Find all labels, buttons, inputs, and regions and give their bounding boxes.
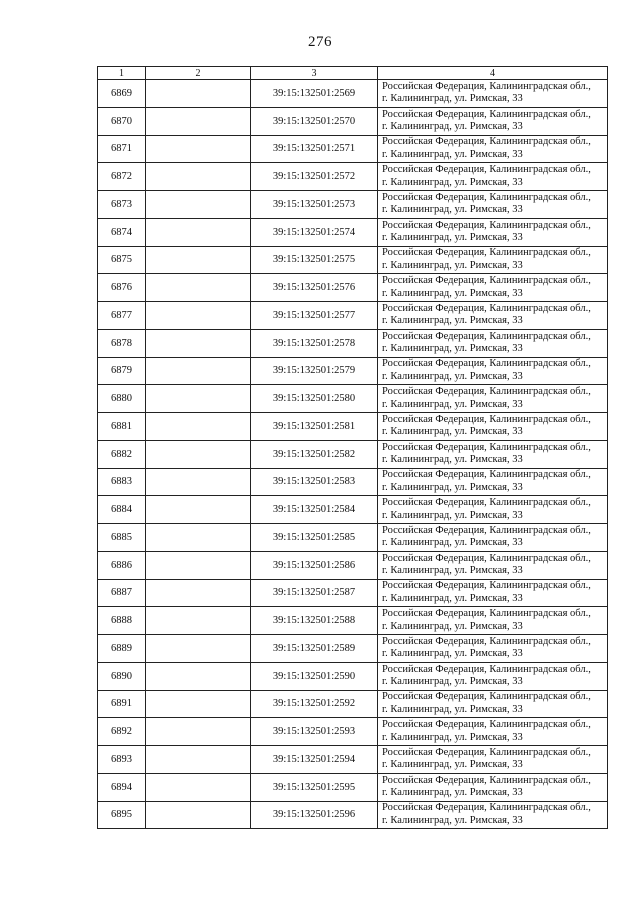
table-row [98,496,608,524]
row-col-2 [146,107,251,135]
table-row [98,329,608,357]
table-row [98,579,608,607]
address-line-1: Российская Федерация, Калининградская обл., [382,302,591,314]
row-number: 6890 [98,662,146,690]
row-col-2 [146,302,251,330]
table-row [98,274,608,302]
address-cell [378,302,608,330]
address-cell [378,690,608,718]
cadastral-number: 39:15:132501:2576 [251,274,378,302]
address-line-2: г. Калининград, ул. Римская, 33 [382,398,523,410]
address-cell [378,357,608,385]
table-row [98,385,608,413]
address-line-2: г. Калининград, ул. Римская, 33 [382,620,523,632]
address-line-1: Российская Федерация, Калининградская обл., [382,719,591,731]
address-cell [378,773,608,801]
row-col-2 [146,746,251,774]
cadastral-number: 39:15:132501:2586 [251,551,378,579]
header-col-4: 4 [378,67,608,80]
row-col-2 [146,468,251,496]
address-line-1: Российская Федерация, Калининградская обл., [382,691,591,703]
table-row [98,302,608,330]
address-line-2: г. Калининград, ул. Римская, 33 [382,537,523,549]
address-line-1: Российская Федерация, Калининградская обл., [382,746,591,758]
row-number: 6886 [98,551,146,579]
table-row [98,662,608,690]
cadastral-number: 39:15:132501:2575 [251,246,378,274]
row-col-2 [146,551,251,579]
address-line-2: г. Калининград, ул. Римская, 33 [382,814,523,826]
cadastral-number: 39:15:132501:2587 [251,579,378,607]
row-number: 6879 [98,357,146,385]
row-col-2 [146,524,251,552]
row-number: 6881 [98,413,146,441]
row-number: 6880 [98,385,146,413]
table-row [98,191,608,219]
cadastral-number: 39:15:132501:2583 [251,468,378,496]
address-line-2: г. Калининград, ул. Римская, 33 [382,121,523,133]
address-cell [378,524,608,552]
address-cell [378,496,608,524]
address-cell [378,635,608,663]
address-line-1: Российская Федерация, Калининградская обл., [382,580,591,592]
row-col-2 [146,801,251,829]
cadastral-number: 39:15:132501:2584 [251,496,378,524]
address-cell [378,218,608,246]
address-line-1: Российская Федерация, Калининградская обл., [382,275,591,287]
cadastral-number: 39:15:132501:2579 [251,357,378,385]
row-col-2 [146,385,251,413]
row-col-2 [146,274,251,302]
address-cell [378,662,608,690]
cadastral-number: 39:15:132501:2582 [251,440,378,468]
address-line-1: Российская Федерация, Калининградская обл., [382,247,591,259]
address-cell [378,191,608,219]
header-col-3: 3 [251,67,378,80]
row-col-2 [146,773,251,801]
address-cell [378,468,608,496]
address-line-1: Российская Федерация, Калининградская обл., [382,774,591,786]
header-col-2: 2 [146,67,251,80]
address-line-2: г. Калининград, ул. Римская, 33 [382,481,523,493]
cadastral-number: 39:15:132501:2592 [251,690,378,718]
table-header [98,67,608,80]
address-cell [378,246,608,274]
table-row [98,551,608,579]
row-col-2 [146,718,251,746]
row-col-2 [146,662,251,690]
table-row [98,801,608,829]
table-row [98,163,608,191]
address-line-2: г. Калининград, ул. Римская, 33 [382,232,523,244]
row-number: 6882 [98,440,146,468]
row-col-2 [146,413,251,441]
cadastral-number: 39:15:132501:2585 [251,524,378,552]
table-row [98,524,608,552]
address-line-1: Российская Федерация, Калининградская обл., [382,191,591,203]
table-row [98,607,608,635]
address-line-2: г. Калининград, ул. Римская, 33 [382,259,523,271]
table-row [98,690,608,718]
row-col-2 [146,635,251,663]
row-col-2 [146,218,251,246]
address-line-2: г. Калининград, ул. Римская, 33 [382,509,523,521]
row-number: 6883 [98,468,146,496]
cadastral-number: 39:15:132501:2594 [251,746,378,774]
address-line-2: г. Калининград, ул. Римская, 33 [382,565,523,577]
address-cell [378,107,608,135]
row-number: 6875 [98,246,146,274]
address-line-2: г. Калининград, ул. Римская, 33 [382,787,523,799]
address-line-1: Российская Федерация, Калининградская обл., [382,552,591,564]
address-line-1: Российская Федерация, Калининградская обл., [382,164,591,176]
row-number: 6872 [98,163,146,191]
address-line-1: Российская Федерация, Калининградская обл., [382,108,591,120]
address-cell [378,801,608,829]
table-row [98,218,608,246]
address-cell [378,607,608,635]
address-line-1: Российская Федерация, Калининградская обл., [382,219,591,231]
row-col-2 [146,80,251,108]
address-line-1: Российская Федерация, Калининградская обл., [382,80,591,92]
address-cell [378,579,608,607]
row-col-2 [146,496,251,524]
table-row [98,135,608,163]
row-col-2 [146,246,251,274]
address-line-1: Российская Федерация, Калининградская обл., [382,330,591,342]
header-col-1: 1 [98,67,146,80]
table-row [98,635,608,663]
cadastral-number: 39:15:132501:2581 [251,413,378,441]
address-cell [378,80,608,108]
address-line-1: Российская Федерация, Калининградская обл., [382,413,591,425]
table-row [98,746,608,774]
cadastral-number: 39:15:132501:2580 [251,385,378,413]
table-body [98,80,608,829]
row-number: 6878 [98,329,146,357]
table-row [98,80,608,108]
cadastral-number: 39:15:132501:2569 [251,80,378,108]
row-number: 6893 [98,746,146,774]
row-col-2 [146,163,251,191]
address-line-2: г. Калининград, ул. Римская, 33 [382,315,523,327]
row-number: 6885 [98,524,146,552]
row-number: 6892 [98,718,146,746]
row-col-2 [146,579,251,607]
cadastral-number: 39:15:132501:2572 [251,163,378,191]
address-cell [378,413,608,441]
address-line-1: Российская Федерация, Калининградская обл., [382,441,591,453]
row-number: 6871 [98,135,146,163]
address-line-2: г. Калининград, ул. Римская, 33 [382,759,523,771]
row-col-2 [146,690,251,718]
row-col-2 [146,329,251,357]
address-line-2: г. Калининград, ул. Римская, 33 [382,343,523,355]
row-number: 6869 [98,80,146,108]
address-line-2: г. Калининград, ул. Римская, 33 [382,676,523,688]
table-row [98,413,608,441]
row-col-2 [146,607,251,635]
address-line-2: г. Калининград, ул. Римская, 33 [382,454,523,466]
address-cell [378,440,608,468]
address-line-1: Российская Федерация, Калининградская обл., [382,608,591,620]
address-line-1: Российская Федерация, Калининградская обл., [382,663,591,675]
address-cell [378,746,608,774]
address-line-2: г. Калининград, ул. Римская, 33 [382,370,523,382]
table-row [98,773,608,801]
row-number: 6895 [98,801,146,829]
table-row [98,357,608,385]
page-number: 276 [308,34,332,50]
address-line-2: г. Калининград, ул. Римская, 33 [382,148,523,160]
row-number: 6887 [98,579,146,607]
cadastral-number: 39:15:132501:2588 [251,607,378,635]
cadastral-number: 39:15:132501:2577 [251,302,378,330]
address-line-2: г. Калининград, ул. Римская, 33 [382,176,523,188]
address-line-1: Российская Федерация, Калининградская обл., [382,524,591,536]
row-number: 6877 [98,302,146,330]
row-number: 6874 [98,218,146,246]
row-number: 6876 [98,274,146,302]
row-number: 6888 [98,607,146,635]
table-row [98,440,608,468]
registry-table [97,66,608,829]
address-line-2: г. Калининград, ул. Римская, 33 [382,703,523,715]
table-row [98,246,608,274]
table-row [98,107,608,135]
header-row [98,67,608,80]
cadastral-number: 39:15:132501:2589 [251,635,378,663]
address-cell [378,163,608,191]
row-number: 6870 [98,107,146,135]
address-line-2: г. Калининград, ул. Римская, 33 [382,592,523,604]
address-line-1: Российская Федерация, Калининградская обл., [382,358,591,370]
address-cell [378,551,608,579]
row-number: 6889 [98,635,146,663]
address-line-2: г. Калининград, ул. Римская, 33 [382,731,523,743]
address-line-1: Российская Федерация, Калининградская обл., [382,386,591,398]
cadastral-number: 39:15:132501:2570 [251,107,378,135]
address-cell [378,385,608,413]
cadastral-number: 39:15:132501:2578 [251,329,378,357]
address-line-2: г. Калининград, ул. Римская, 33 [382,93,523,105]
address-line-2: г. Калининград, ул. Римская, 33 [382,426,523,438]
row-number: 6891 [98,690,146,718]
cadastral-number: 39:15:132501:2571 [251,135,378,163]
row-col-2 [146,191,251,219]
cadastral-number: 39:15:132501:2574 [251,218,378,246]
cadastral-number: 39:15:132501:2595 [251,773,378,801]
row-col-2 [146,357,251,385]
cadastral-number: 39:15:132501:2596 [251,801,378,829]
address-cell [378,274,608,302]
address-line-1: Российская Федерация, Калининградская обл., [382,136,591,148]
address-line-2: г. Калининград, ул. Римская, 33 [382,287,523,299]
row-col-2 [146,135,251,163]
row-col-2 [146,440,251,468]
row-number: 6884 [98,496,146,524]
address-line-2: г. Калининград, ул. Римская, 33 [382,204,523,216]
table-row [98,718,608,746]
row-number: 6894 [98,773,146,801]
address-cell [378,135,608,163]
cadastral-number: 39:15:132501:2573 [251,191,378,219]
address-line-1: Российская Федерация, Калининградская обл., [382,497,591,509]
cadastral-number: 39:15:132501:2590 [251,662,378,690]
address-cell [378,718,608,746]
address-cell [378,329,608,357]
address-line-1: Российская Федерация, Калининградская обл., [382,635,591,647]
cadastral-number: 39:15:132501:2593 [251,718,378,746]
address-line-1: Российская Федерация, Калининградская обл., [382,802,591,814]
address-line-2: г. Калининград, ул. Римская, 33 [382,648,523,660]
row-number: 6873 [98,191,146,219]
table-row [98,468,608,496]
address-line-1: Российская Федерация, Калининградская обл., [382,469,591,481]
